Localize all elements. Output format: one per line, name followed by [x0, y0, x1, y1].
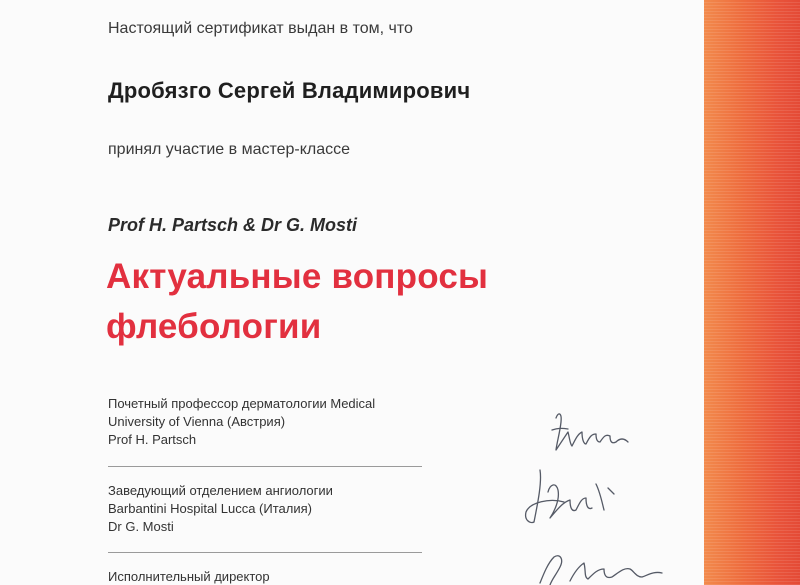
speakers-line: Prof H. Partsch & Dr G. Mosti — [108, 215, 358, 235]
signer-institution: University of Vienna (Австрия) — [108, 414, 286, 429]
signer-name: Dr G. Mosti — [108, 519, 174, 534]
signer-block-partsch — [108, 395, 375, 449]
handwritten-signature-mosti — [520, 462, 630, 532]
signature-divider — [108, 466, 422, 467]
recipient-name: Дробязго Сергей Владимирович — [108, 78, 471, 103]
course-title — [106, 252, 488, 352]
course-title-line-1: Актуальные вопросы — [106, 257, 489, 296]
signer-block-director — [108, 568, 270, 585]
handwritten-signature-director — [530, 545, 690, 585]
signer-institution: Barbantini Hospital Lucca (Италия) — [108, 501, 312, 516]
signer-block-mosti — [108, 482, 333, 536]
signer-name: Prof H. Partsch — [108, 432, 197, 447]
participation-text: принял участие в мастер-классе — [108, 141, 351, 158]
signer-position: Исполнительный директор — [108, 569, 270, 584]
signature-divider — [108, 552, 422, 553]
handwritten-signature-partsch — [548, 408, 638, 458]
signer-position: Почетный профессор дерматологии Medical — [108, 396, 376, 411]
signer-position: Заведующий отделением ангиологии — [108, 483, 333, 498]
certificate-intro-text: Настоящий сертификат выдан в том, что — [108, 20, 413, 37]
decorative-orange-stripe — [704, 0, 800, 585]
course-title-line-2: флебологии — [106, 307, 322, 346]
